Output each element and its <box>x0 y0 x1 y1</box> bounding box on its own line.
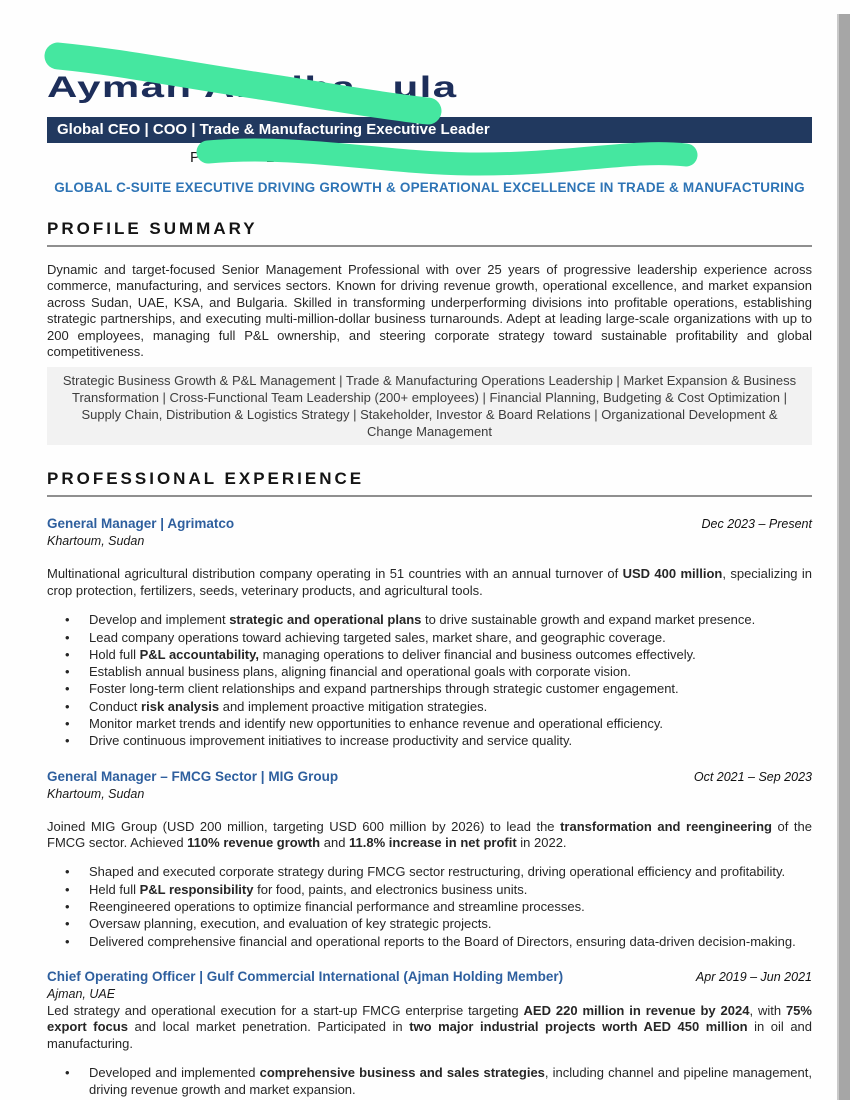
bullet-item: • Developed and implemented comprehensive business and sales strategies, including channel and pipeline management, driving revenue growth and market expansion. <box>89 1064 812 1099</box>
resume-header <box>47 0 812 195</box>
bullet-item: • Conduct risk analysis and implement proactive mitigation strategies. <box>89 698 812 715</box>
job-entry <box>47 516 812 749</box>
bullet-item: • Foster long-term client relationships and expand partnerships through strategic customer engagement. <box>89 680 812 697</box>
profile-summary-section <box>47 219 812 445</box>
skills-box: Strategic Business Growth & P&L Management | Trade & Manufacturing Operations Leadership | Market Expansion & Business Transformation | Cross-Functional Team Leadership (200+ employees) | Financial Planning, Budgeting & Cost Optimization | Supply Chain, Distribution & Logistics Strategy | Stakeholder, Investor & Board Relations | Organizational Development & Change Management <box>47 367 812 445</box>
bullet-item: • Shaped and executed corporate strategy during FMCG sector restructuring, driving operational efficiency and profitability. <box>89 863 812 880</box>
headline: GLOBAL C-SUITE EXECUTIVE DRIVING GROWTH & OPERATIONAL EXCELLENCE IN TRADE & MANUFACTURING <box>54 180 805 195</box>
job-header-row <box>47 969 812 984</box>
bullet-item: • Reengineered operations to optimize financial performance and streamline processes. <box>89 898 812 915</box>
job-bullets <box>47 611 812 749</box>
bullet-item: • Held full P&L responsibility for food, paints, and electronics business units. <box>89 881 812 898</box>
page-edge-strip <box>837 14 850 1100</box>
job-bullets <box>47 1064 812 1099</box>
bullet-item: • Oversaw planning, execution, and evaluation of key strategic projects. <box>89 915 812 932</box>
job-bullets <box>47 863 812 949</box>
job-title: General Manager | Agrimatco <box>47 516 235 532</box>
section-heading-profile: PROFILE SUMMARY <box>47 219 812 247</box>
candidate-name-end: ula <box>392 71 458 104</box>
job-summary: Multinational agricultural distribution company operating in 51 countries with an annual turnover of USD 400 million, specializing in crop protection, fertilizers, seeds, veterinary products, and agricultural tools. <box>47 566 813 598</box>
job-header-row <box>47 769 812 784</box>
job-dates: Oct 2021 – Sep 2023 <box>693 769 812 784</box>
job-location: Khartoum, Sudan <box>47 534 145 549</box>
section-heading-experience: PROFESSIONAL EXPERIENCE <box>47 469 812 497</box>
job-location: Khartoum, Sudan <box>47 786 145 801</box>
bullet-item: • Delivered comprehensive financial and operational reports to the Board of Directors, ensuring data-driven decision-making. <box>89 933 812 950</box>
bullet-item: • Hold full P&L accountability, managing operations to deliver financial and business outcomes effectively. <box>89 646 812 663</box>
job-title: Chief Operating Officer | Gulf Commercial International (Ajman Holding Member) <box>47 968 564 984</box>
title-banner-text: Global CEO | COO | Trade & Manufacturing Executive Leader <box>57 121 490 138</box>
title-banner <box>47 117 812 143</box>
envelope-icon: ✉ <box>419 150 431 166</box>
contact-line <box>47 147 812 171</box>
profile-summary-text: Dynamic and target-focused Senior Management Professional with over 25 years of progressive leadership experience across commerce, manufacturing, and services sectors. Known for driving revenue growth, operational excellence, and market expansion across Sudan, UAE, KSA, and Bulgaria. Skilled in transforming underperforming divisions into profitable operations, establishing strategic partnerships, and executing multi-million-dollar business turnarounds. Adept at leading large-scale organizations with up to 200 employees, managing full P&L ownership, and steering corporate strategy toward sustainable profitability and global competitiveness. <box>47 262 812 360</box>
candidate-name <box>47 0 850 104</box>
job-summary: Led strategy and operational execution for a start-up FMCG enterprise targeting AED 220 million in revenue by 2024, with 75% export focus and local market penetration. Participated in two major industrial projects worth AED 450 million in oil and manufacturing. <box>47 1002 813 1051</box>
job-dates: Apr 2019 – Jun 2021 <box>695 969 812 984</box>
contact-phone: +201010554685 <box>255 149 397 166</box>
job-summary: Joined MIG Group (USD 200 million, targeting USD 600 million by 2026) to lead the transformation and reengineering of the FMCG sector. Achieved 110% revenue growth and 11.8% increase in net profit in 2022. <box>47 818 812 851</box>
job-dates: Dec 2023 – Present <box>701 517 812 532</box>
experience-section <box>47 469 812 1098</box>
bullet-item: • Monitor market trends and identify new opportunities to enhance revenue and operational efficiency. <box>89 715 812 732</box>
candidate-name-start: Ayman A. Elba <box>47 71 357 104</box>
bullet-item: • Lead company operations toward achieving targeted sales, market share, and geographic coverage. <box>89 629 812 646</box>
job-entry <box>47 969 812 1099</box>
bullet-item: • Drive continuous improvement initiatives to increase productivity and service quality. <box>89 732 812 749</box>
job-header-row <box>47 516 812 531</box>
job-entry <box>47 769 812 950</box>
bullet-item: • Develop and implement strategic and operational plans to drive sustainable growth and expand market presence. <box>89 611 812 628</box>
contact-label-fragment: P <box>190 149 201 166</box>
bullet-item: • Establish annual business plans, aligning financial and operational goals with corporate vision. <box>89 663 812 680</box>
job-location: Ajman, UAE <box>47 986 116 1001</box>
jobs-container <box>47 516 812 1098</box>
job-title: General Manager – FMCG Sector | MIG Group <box>47 768 339 784</box>
